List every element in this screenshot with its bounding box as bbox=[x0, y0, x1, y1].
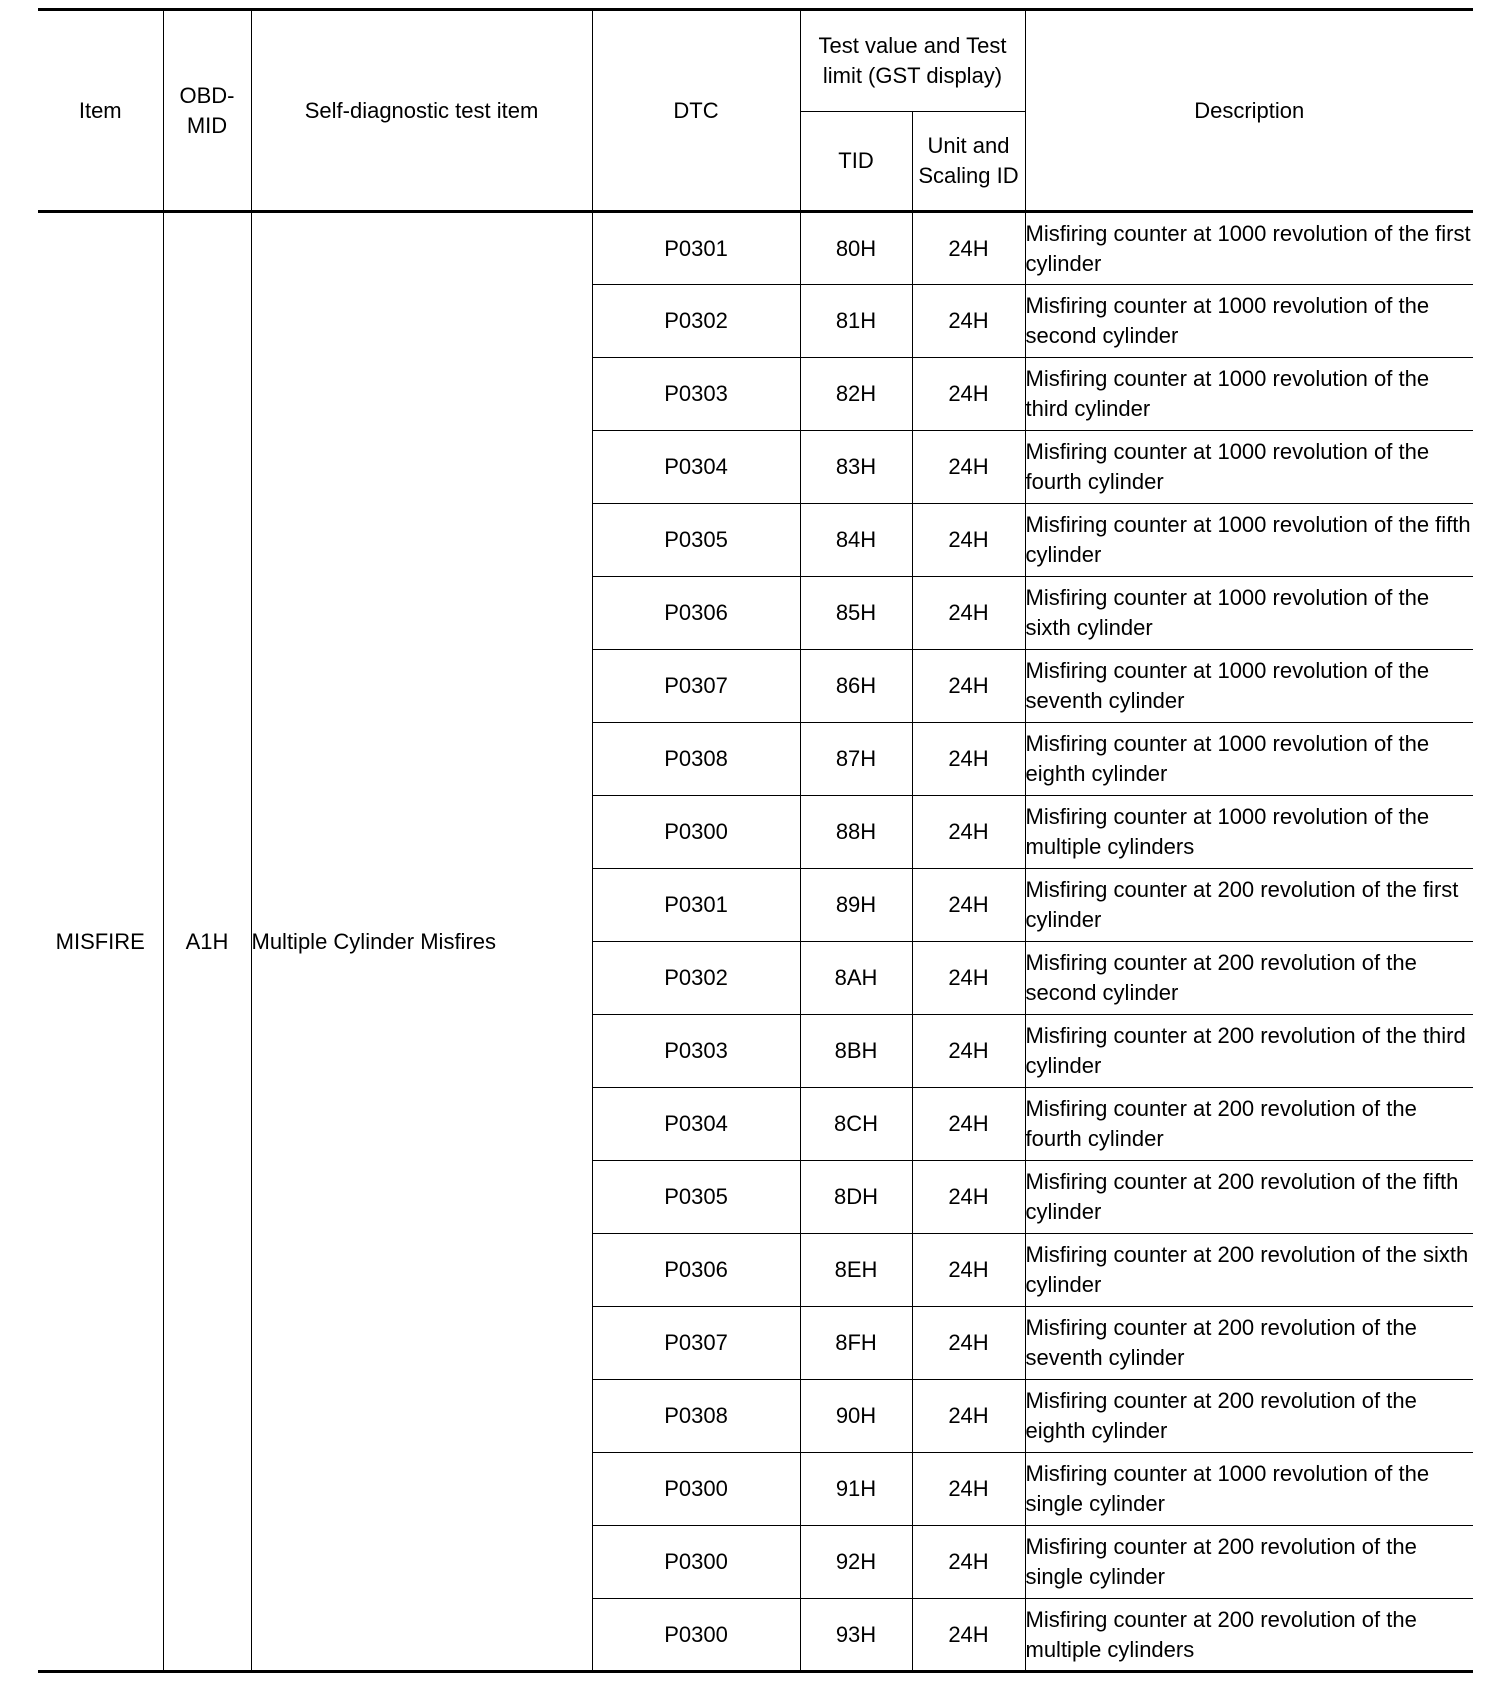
header-row bbox=[38, 10, 1473, 112]
unit-scaling-id-cell: 24H bbox=[912, 577, 1025, 650]
unit-scaling-id-cell: 24H bbox=[912, 212, 1025, 285]
dtc-cell: P0305 bbox=[592, 504, 800, 577]
dtc-cell: P0301 bbox=[592, 212, 800, 285]
tid-cell: 84H bbox=[800, 504, 912, 577]
description-cell: Misfiring counter at 1000 revolution of the multiple cylinders bbox=[1025, 796, 1473, 869]
header-unit-scaling-id: Unit and Scaling ID bbox=[912, 112, 1025, 212]
dtc-cell: P0305 bbox=[592, 1161, 800, 1234]
tid-cell: 8DH bbox=[800, 1161, 912, 1234]
description-cell: Misfiring counter at 200 revolution of the eighth cylinder bbox=[1025, 1380, 1473, 1453]
table-header bbox=[38, 10, 1473, 212]
table-row bbox=[38, 212, 1473, 285]
dtc-cell: P0308 bbox=[592, 723, 800, 796]
dtc-cell: P0301 bbox=[592, 869, 800, 942]
dtc-cell: P0302 bbox=[592, 285, 800, 358]
description-cell: Misfiring counter at 1000 revolution of the single cylinder bbox=[1025, 1453, 1473, 1526]
header-self-diagnostic-test-item: Self-diagnostic test item bbox=[251, 10, 592, 212]
header-item: Item bbox=[38, 10, 163, 212]
tid-cell: 93H bbox=[800, 1599, 912, 1672]
header-tid: TID bbox=[800, 112, 912, 212]
description-cell: Misfiring counter at 1000 revolution of the seventh cylinder bbox=[1025, 650, 1473, 723]
description-cell: Misfiring counter at 200 revolution of the seventh cylinder bbox=[1025, 1307, 1473, 1380]
unit-scaling-id-cell: 24H bbox=[912, 285, 1025, 358]
dtc-cell: P0307 bbox=[592, 650, 800, 723]
description-cell: Misfiring counter at 1000 revolution of the third cylinder bbox=[1025, 358, 1473, 431]
unit-scaling-id-cell: 24H bbox=[912, 1015, 1025, 1088]
item-cell: MISFIRE bbox=[38, 212, 163, 1672]
tid-cell: 8CH bbox=[800, 1088, 912, 1161]
tid-cell: 92H bbox=[800, 1526, 912, 1599]
header-description: Description bbox=[1025, 10, 1473, 212]
description-cell: Misfiring counter at 200 revolution of the single cylinder bbox=[1025, 1526, 1473, 1599]
tid-cell: 85H bbox=[800, 577, 912, 650]
unit-scaling-id-cell: 24H bbox=[912, 358, 1025, 431]
dtc-cell: P0303 bbox=[592, 1015, 800, 1088]
tid-cell: 8BH bbox=[800, 1015, 912, 1088]
unit-scaling-id-cell: 24H bbox=[912, 1380, 1025, 1453]
dtc-cell: P0304 bbox=[592, 431, 800, 504]
header-test-value-and-limit: Test value and Test limit (GST display) bbox=[800, 10, 1025, 112]
description-cell: Misfiring counter at 200 revolution of the third cylinder bbox=[1025, 1015, 1473, 1088]
description-cell: Misfiring counter at 1000 revolution of the eighth cylinder bbox=[1025, 723, 1473, 796]
unit-scaling-id-cell: 24H bbox=[912, 869, 1025, 942]
tid-cell: 8FH bbox=[800, 1307, 912, 1380]
obd-misfire-table bbox=[38, 8, 1473, 1673]
dtc-cell: P0306 bbox=[592, 1234, 800, 1307]
header-obd-mid: OBD-MID bbox=[163, 10, 251, 212]
dtc-cell: P0304 bbox=[592, 1088, 800, 1161]
unit-scaling-id-cell: 24H bbox=[912, 1307, 1025, 1380]
description-cell: Misfiring counter at 200 revolution of the second cylinder bbox=[1025, 942, 1473, 1015]
unit-scaling-id-cell: 24H bbox=[912, 796, 1025, 869]
tid-cell: 83H bbox=[800, 431, 912, 504]
unit-scaling-id-cell: 24H bbox=[912, 942, 1025, 1015]
tid-cell: 86H bbox=[800, 650, 912, 723]
tid-cell: 80H bbox=[800, 212, 912, 285]
unit-scaling-id-cell: 24H bbox=[912, 650, 1025, 723]
tid-cell: 88H bbox=[800, 796, 912, 869]
description-cell: Misfiring counter at 200 revolution of the fourth cylinder bbox=[1025, 1088, 1473, 1161]
description-cell: Misfiring counter at 200 revolution of the multiple cylinders bbox=[1025, 1599, 1473, 1672]
tid-cell: 8EH bbox=[800, 1234, 912, 1307]
self-diagnostic-test-item-cell: Multiple Cylinder Misfires bbox=[251, 212, 592, 1672]
tid-cell: 87H bbox=[800, 723, 912, 796]
tid-cell: 8AH bbox=[800, 942, 912, 1015]
unit-scaling-id-cell: 24H bbox=[912, 1526, 1025, 1599]
dtc-cell: P0308 bbox=[592, 1380, 800, 1453]
tid-cell: 91H bbox=[800, 1453, 912, 1526]
description-cell: Misfiring counter at 200 revolution of the sixth cylinder bbox=[1025, 1234, 1473, 1307]
description-cell: Misfiring counter at 200 revolution of the first cylinder bbox=[1025, 869, 1473, 942]
dtc-cell: P0306 bbox=[592, 577, 800, 650]
description-cell: Misfiring counter at 1000 revolution of the fifth cylinder bbox=[1025, 504, 1473, 577]
obd-mid-cell: A1H bbox=[163, 212, 251, 1672]
tid-cell: 81H bbox=[800, 285, 912, 358]
tid-cell: 82H bbox=[800, 358, 912, 431]
dtc-cell: P0307 bbox=[592, 1307, 800, 1380]
description-cell: Misfiring counter at 1000 revolution of the sixth cylinder bbox=[1025, 577, 1473, 650]
unit-scaling-id-cell: 24H bbox=[912, 1088, 1025, 1161]
dtc-cell: P0300 bbox=[592, 796, 800, 869]
unit-scaling-id-cell: 24H bbox=[912, 1453, 1025, 1526]
tid-cell: 89H bbox=[800, 869, 912, 942]
dtc-cell: P0300 bbox=[592, 1526, 800, 1599]
unit-scaling-id-cell: 24H bbox=[912, 431, 1025, 504]
dtc-cell: P0300 bbox=[592, 1453, 800, 1526]
description-cell: Misfiring counter at 1000 revolution of the second cylinder bbox=[1025, 285, 1473, 358]
dtc-cell: P0300 bbox=[592, 1599, 800, 1672]
unit-scaling-id-cell: 24H bbox=[912, 1599, 1025, 1672]
description-cell: Misfiring counter at 200 revolution of the fifth cylinder bbox=[1025, 1161, 1473, 1234]
tid-cell: 90H bbox=[800, 1380, 912, 1453]
dtc-cell: P0303 bbox=[592, 358, 800, 431]
header-dtc: DTC bbox=[592, 10, 800, 212]
table-body bbox=[38, 212, 1473, 1672]
unit-scaling-id-cell: 24H bbox=[912, 504, 1025, 577]
dtc-cell: P0302 bbox=[592, 942, 800, 1015]
unit-scaling-id-cell: 24H bbox=[912, 1161, 1025, 1234]
unit-scaling-id-cell: 24H bbox=[912, 1234, 1025, 1307]
unit-scaling-id-cell: 24H bbox=[912, 723, 1025, 796]
description-cell: Misfiring counter at 1000 revolution of the fourth cylinder bbox=[1025, 431, 1473, 504]
description-cell: Misfiring counter at 1000 revolution of the first cylinder bbox=[1025, 212, 1473, 285]
